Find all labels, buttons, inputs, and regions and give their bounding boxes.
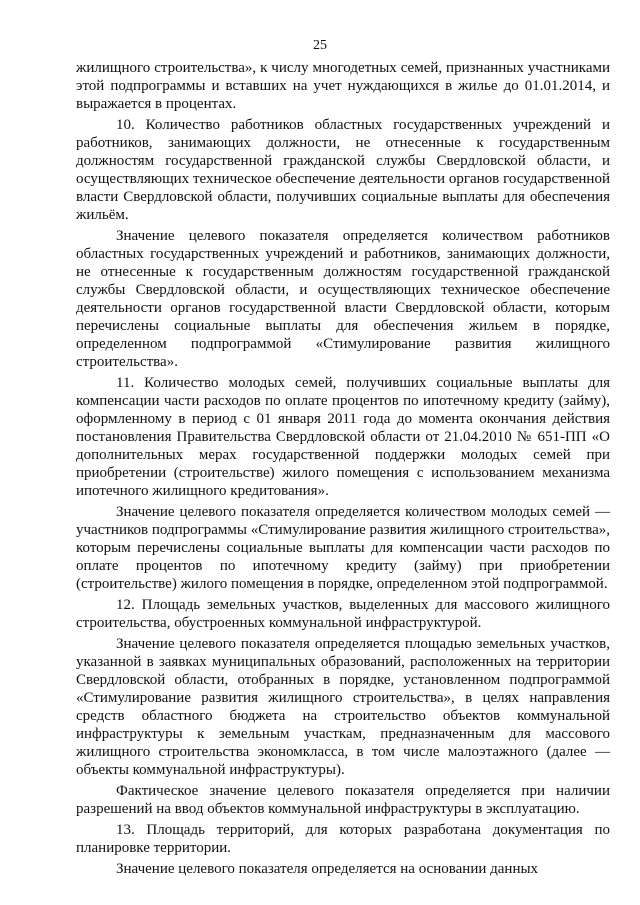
paragraph-item-13: 13. Площадь территорий, для которых разработана документация по планировке территории. <box>76 822 610 856</box>
paragraph-continuation: жилищного строительства», к числу многодетных семей, признанных участниками этой подпрограммы и вставших на учет нуждающихся в жилье до 01.01.2014, и выражается в процентах. <box>76 60 610 112</box>
paragraph-item-12: 12. Площадь земельных участков, выделенных для массового жилищного строительства, обустроенных коммунальной инфраструктурой. <box>76 597 610 631</box>
document-body <box>76 59 610 878</box>
page-number: 25 <box>313 38 327 53</box>
paragraph-item-11-value: Значение целевого показателя определяется количеством молодых семей — участников подпрограммы «Стимулирование развития жилищного строительства», которым перечислены социальные выплаты для компенсации части расходов по оплате процентов по ипотечному кредиту (займу) при приобретении (строительстве) жилого помещения в порядке, определенном этой подпрограммой. <box>76 504 610 592</box>
paragraph-item-12-value: Значение целевого показателя определяется площадью земельных участков, указанной в заявках муниципальных образований, расположенных на территории Свердловской области, отобранных в порядке, установленном подпрограммой «Стимулирование развития жилищного строительства», в целях направления средств областного бюджета на строительство объектов коммунальной инфраструктуры к земельным участкам, предназначенным для массового жилищного строительства экономкласса, в том числе малоэтажного (далее — объекты коммунальной инфраструктуры). <box>76 636 610 778</box>
paragraph-item-12-actual: Фактическое значение целевого показателя определяется при наличии разрешений на ввод объектов коммунальной инфраструктуры в эксплуатацию. <box>76 783 610 817</box>
paragraph-item-11: 11. Количество молодых семей, получивших социальные выплаты для компенсации части расходов по оплате процентов по ипотечному кредиту (займу), оформленному в период с 01 января 2011 года до момента окончания действия постановления Правительства Свердловской области от 21.04.2010 № 651-ПП «О дополнительных мерах государственной поддержки молодых семей при приобретении (строительстве) жилого помещения с использованием механизма ипотечного жилищного кредитования». <box>76 375 610 499</box>
paragraph-item-10: 10. Количество работников областных государственных учреждений и работников, занимающих должности, не отнесенные к государственным должностям государственной гражданской службы Свердловской области, и осуществляющих техническое обеспечение деятельности органов государственной власти Свердловской области, получивших социальные выплаты для обеспечения жильём. <box>76 117 610 223</box>
paragraph-item-13-value: Значение целевого показателя определяется на основании данных <box>116 861 539 877</box>
paragraph-item-10-value: Значение целевого показателя определяется количеством работников областных государственных учреждений и работников, занимающих должности, не отнесенные к государственным должностям государственной гражданской службы Свердловской области, и осуществляющих техническое обеспечение деятельности органов государственной власти Свердловской области, которым перечислены социальные выплаты для обеспечения жильем в порядке, определенном подпрограммой «Стимулирование развития жилищного строительства». <box>76 228 610 370</box>
